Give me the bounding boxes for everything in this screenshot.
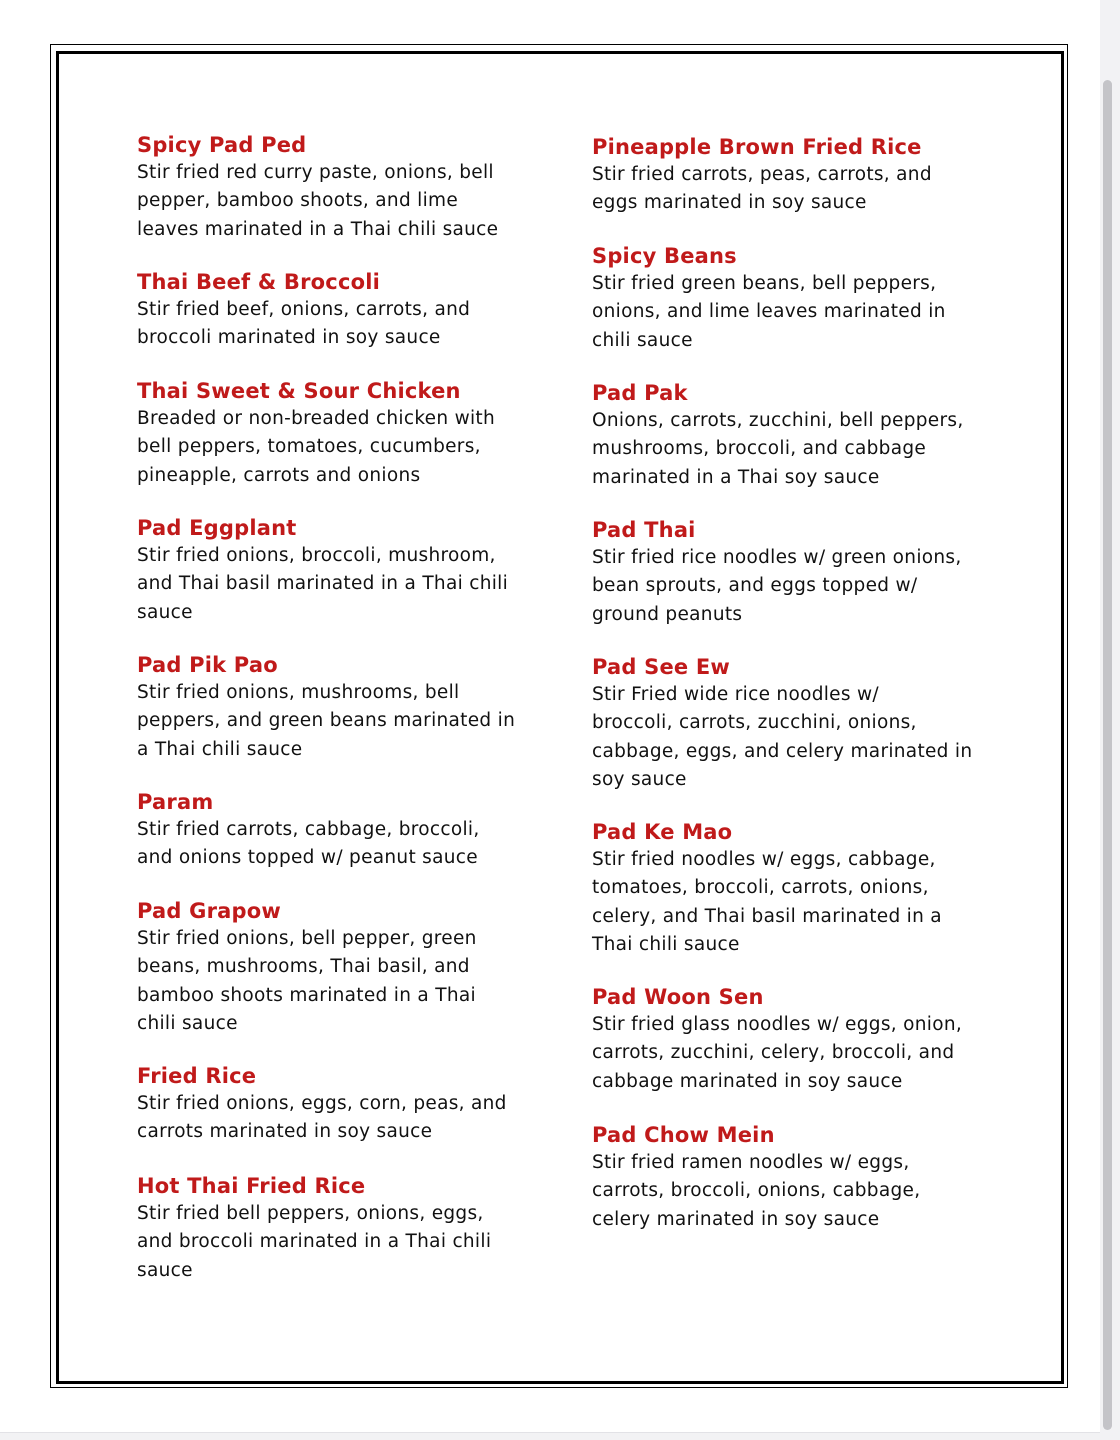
menu-item-title: Param xyxy=(137,790,214,814)
menu-item-description: Stir fried carrots, peas, carrots, and eggs marinated in soy sauce xyxy=(592,164,932,214)
menu-item xyxy=(592,818,1002,959)
menu-item-description: Stir fried bell peppers, onions, eggs, and broccoli marinated in a Thai chili sauce xyxy=(137,1203,492,1281)
menu-item xyxy=(137,897,547,1038)
menu-item-title: Fried Rice xyxy=(137,1064,257,1088)
menu-item-description: Stir fried beef, onions, carrots, and broccoli marinated in soy sauce xyxy=(137,299,471,349)
menu-item xyxy=(592,379,1002,492)
menu-item xyxy=(137,788,547,873)
menu-item-description: Stir fried onions, eggs, corn, peas, and carrots marinated in soy sauce xyxy=(137,1093,507,1143)
menu-item-title: Spicy Beans xyxy=(592,244,737,268)
menu-item-description: Stir fried noodles w/ eggs, cabbage, tomatoes, broccoli, carrots, onions, celery, and Thai basil marinated in a Thai chili sauce xyxy=(592,849,942,955)
menu-item-description: Stir fried onions, broccoli, mushroom, and Thai basil marinated in a Thai chili sauce xyxy=(137,545,509,623)
menu-item xyxy=(137,1062,547,1147)
menu-item-title: Pad Woon Sen xyxy=(592,985,764,1009)
menu-item-title: Spicy Pad Ped xyxy=(137,133,307,157)
menu-item xyxy=(592,242,1002,355)
menu-item-description: Stir fried onions, mushrooms, bell peppers, and green beans marinated in a Thai chili sauce xyxy=(137,682,516,760)
menu-item-description: Stir fried rice noodles w/ green onions, bean sprouts, and eggs topped w/ ground peanuts xyxy=(592,547,962,625)
menu-item xyxy=(137,131,547,244)
menu-item xyxy=(137,651,547,764)
menu-item-title: Pad Thai xyxy=(592,518,696,542)
menu-item-description: Stir fried carrots, cabbage, broccoli, and onions topped w/ peanut sauce xyxy=(137,819,480,869)
menu-item xyxy=(592,653,1002,794)
menu-item-description: Stir fried ramen noodles w/ eggs, carrots, broccoli, onions, cabbage, celery marinated in soy sauce xyxy=(592,1152,921,1230)
menu-item-description: Breaded or non-breaded chicken with bell peppers, tomatoes, cucumbers, pineapple, carrots and onions xyxy=(137,408,496,486)
menu-item-description: Onions, carrots, zucchini, bell peppers, mushrooms, broccoli, and cabbage marinated in a Thai soy sauce xyxy=(592,410,964,488)
menu-item-description: Stir fried onions, bell pepper, green beans, mushrooms, Thai basil, and bamboo shoots marinated in a Thai chili sauce xyxy=(137,928,477,1034)
menu-item xyxy=(592,1121,1002,1234)
menu-item-description: Stir fried green beans, bell peppers, onions, and lime leaves marinated in chili sauce xyxy=(592,273,946,351)
menu-item-title: Pad Pak xyxy=(592,381,688,405)
menu-item-title: Pad Ke Mao xyxy=(592,820,733,844)
menu-item xyxy=(137,514,547,627)
menu-item xyxy=(592,516,1002,629)
menu-item-title: Hot Thai Fried Rice xyxy=(137,1174,366,1198)
menu-item-description: Stir fried red curry paste, onions, bell pepper, bamboo shoots, and lime leaves marinated in a Thai chili sauce xyxy=(137,162,499,240)
menu-item-title: Thai Beef & Broccoli xyxy=(137,270,381,294)
menu-item xyxy=(592,983,1002,1096)
menu-item-title: Thai Sweet & Sour Chicken xyxy=(137,379,461,403)
menu-item-title: Pad See Ew xyxy=(592,655,731,679)
menu-item-title: Pad Eggplant xyxy=(137,516,297,540)
menu-item xyxy=(592,133,1002,218)
menu-item-title: Pad Grapow xyxy=(137,899,281,923)
scrollbar-thumb[interactable] xyxy=(1103,80,1112,1430)
menu-item-title: Pineapple Brown Fried Rice xyxy=(592,135,922,159)
menu-item-title: Pad Chow Mein xyxy=(592,1123,775,1147)
menu-item-title: Pad Pik Pao xyxy=(137,653,278,677)
menu-item-description: Stir Fried wide rice noodles w/ broccoli, carrots, zucchini, onions, cabbage, eggs, and celery marinated in soy sauce xyxy=(592,684,973,790)
menu-item xyxy=(137,268,547,353)
menu-item-description: Stir fried glass noodles w/ eggs, onion, carrots, zucchini, celery, broccoli, and cabbage marinated in soy sauce xyxy=(592,1014,963,1092)
menu-item xyxy=(137,1172,547,1285)
menu-item xyxy=(137,377,547,490)
